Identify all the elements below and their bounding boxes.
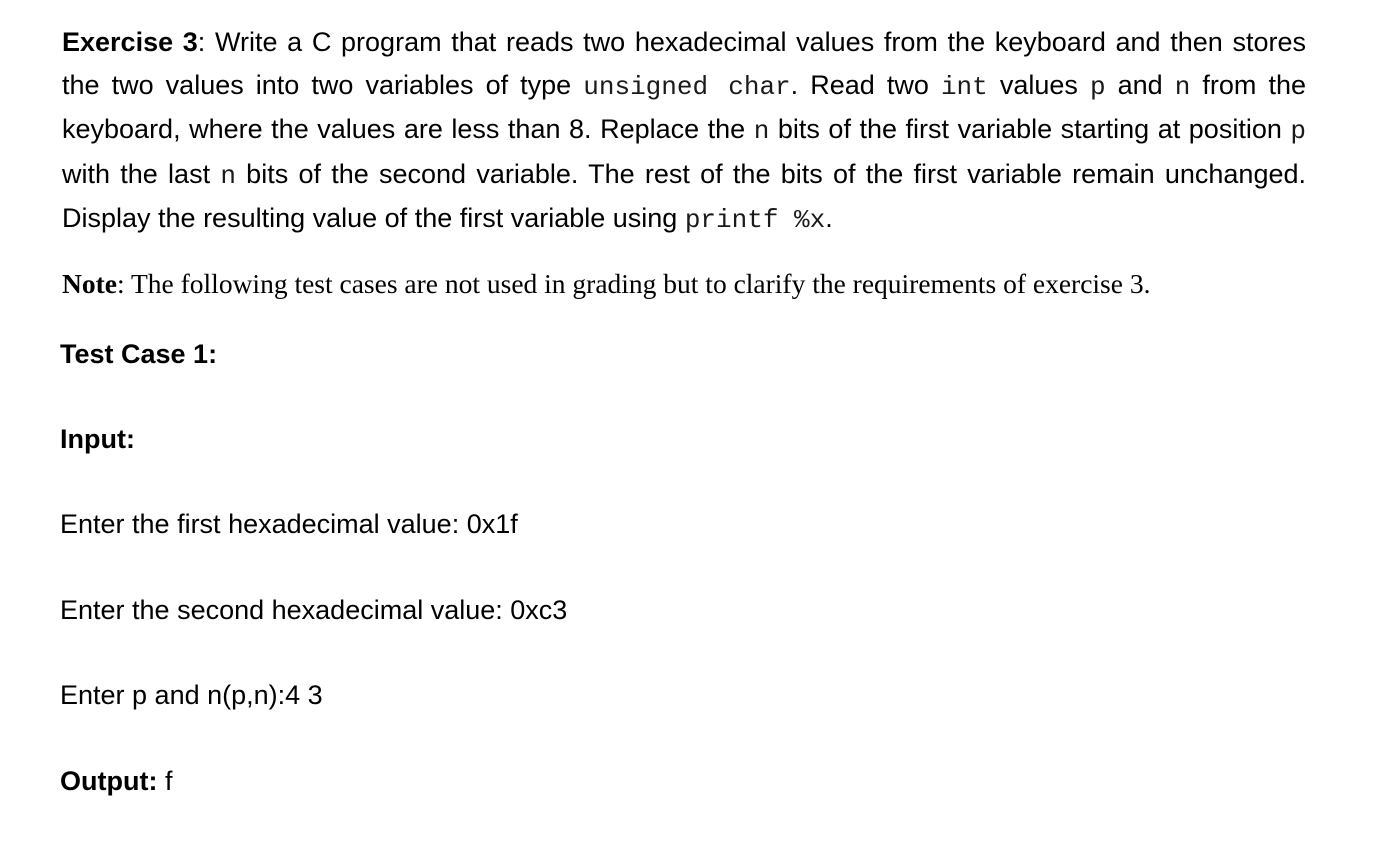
code-n-3: n: [220, 160, 236, 191]
exercise-label: Exercise 3: [62, 27, 198, 57]
exercise-paragraph: [62, 21, 1306, 242]
code-n: n: [1174, 71, 1191, 102]
input-line-second-hex: Enter the second hexadecimal value: 0xc3: [60, 595, 568, 625]
exercise-text-7: with the last: [62, 158, 221, 189]
code-n-2: n: [753, 116, 770, 146]
exercise-text-1: : Write a C program that reads two hexadecimal values from the keyboard and then stores the two values into two variables of type: [62, 27, 1306, 100]
exercise-text-4: and: [1105, 69, 1175, 100]
exercise-text-5: from the keyboard, where the values are less than 8. Replace the: [62, 69, 1307, 144]
output-value: f: [157, 766, 173, 796]
exercise-text-6: bits of the first variable starting at position: [769, 114, 1291, 144]
exercise-text-9: .: [825, 203, 833, 233]
exercise-text-2: . Read two: [790, 69, 941, 100]
test-case-title: Test Case 1:: [60, 339, 218, 369]
code-p: p: [1089, 71, 1106, 102]
note-paragraph: [62, 266, 1150, 302]
output-line: [60, 763, 172, 799]
input-line-p-and-n: Enter p and n(p,n):4 3: [60, 680, 323, 710]
note-text: : The following test cases are not used in grading but to clarify the requirements of exercise 3.: [116, 268, 1151, 299]
input-line-first-hex: Enter the first hexadecimal value: 0x1f: [60, 509, 518, 539]
code-printf: printf %x: [684, 205, 826, 235]
code-unsigned-char: unsigned char: [583, 71, 791, 102]
exercise-text-8: bits of the second variable. The rest of the bits of the first variable remain unchanged. Display the resulting value of the first variable using: [62, 158, 1306, 233]
code-p-2: p: [1290, 116, 1306, 146]
note-label: Note: [62, 268, 117, 299]
output-label: Output:: [60, 766, 158, 796]
code-int: int: [940, 71, 988, 102]
exercise-text-3: values: [987, 69, 1090, 100]
input-label: Input:: [60, 424, 135, 454]
